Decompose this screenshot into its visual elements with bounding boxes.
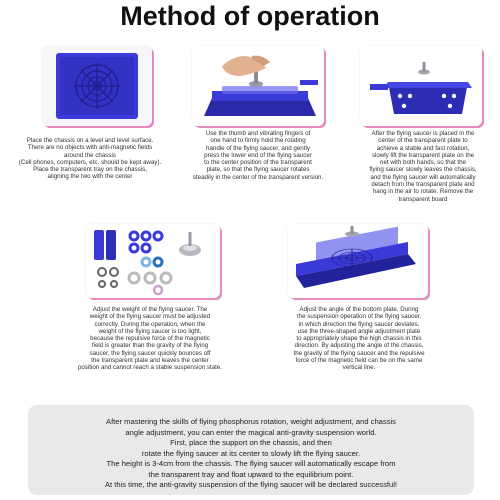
step-4-caption: Adjust the weight of the flying saucer. The weight of the flying saucer must be adjusted correctly. During the operation, when the weight of the flying saucer is too light, because the repulsive force of the magnetic field is greater than the gravity of the flying saucer, the flying saucer quickly bounces off the transparent plate and leaves the center position and cannot reach a stable suspension state.	[77, 306, 223, 372]
angle-chassis-illustration	[288, 224, 428, 298]
step-5-image	[288, 224, 428, 298]
summary-text: After mastering the skills of flying phosphorus rotation, weight adjustment, and chassis angle adjustment, you can enter the magical anti-gravity suspension world. First, place the support on the chassis, and then rotate the flying saucer at its center to slowly lift the flying saucer. The height is 3-4cm from the chassis. The flying saucer will automatically escape from the transparent tray and float upward to the equilibrium point. At this time, the anti-gravity suspension of the flying saucer will be declared successful!	[104, 417, 398, 489]
step-1-caption: Place the chassis on a level and level surface. There are no objects with anti-magnetic fields around the chassis (Cell phones, computers, etc. should be kept away). Place the transparent tray on the chassis, aligning the two with the center	[18, 137, 162, 181]
hover-saucer-illustration	[360, 46, 482, 126]
weights-illustration	[86, 224, 220, 298]
spin-saucer-illustration	[192, 46, 324, 126]
step-4-image	[86, 224, 220, 298]
step-5-caption: Adjust the angle of the bottom plate. During the suspension operation of the flying saucer, in which direction the flying saucer deviates, use the three-shaped angle adjustment plate to appropriately shape the high chassis in this direction. By adjusting the angle of the chassis, the gravity of the flying saucer and the repulsive force of the magnetic field can be on the same vertical line.	[293, 306, 425, 372]
step-2-caption: Use the thumb and vibrating fingers of one hand to firmly hold the rotating handle of the flying saucer, and gently press the lower end of the flying saucer to the center position of the transparent plate, so that the flying saucer rotates steadily in the center of the transparent version.	[192, 130, 324, 181]
summary-panel	[28, 405, 474, 495]
step-1-image	[42, 46, 152, 126]
step-3-image	[360, 46, 482, 126]
step-3-caption: After the flying saucer is placed in the center of the transparent plate to achieve a stable and fast rotation, slowly lift the transparent plate on the net with both hands, so that the flying saucer slowly leaves the chassis, and the flying saucer will automatically detach from the transparent plate and hang in the air to rotate. Remove the transparent board	[369, 130, 477, 203]
step-2-image	[192, 46, 324, 126]
chassis-illustration	[42, 46, 152, 126]
page-title: Method of operation	[120, 1, 380, 31]
